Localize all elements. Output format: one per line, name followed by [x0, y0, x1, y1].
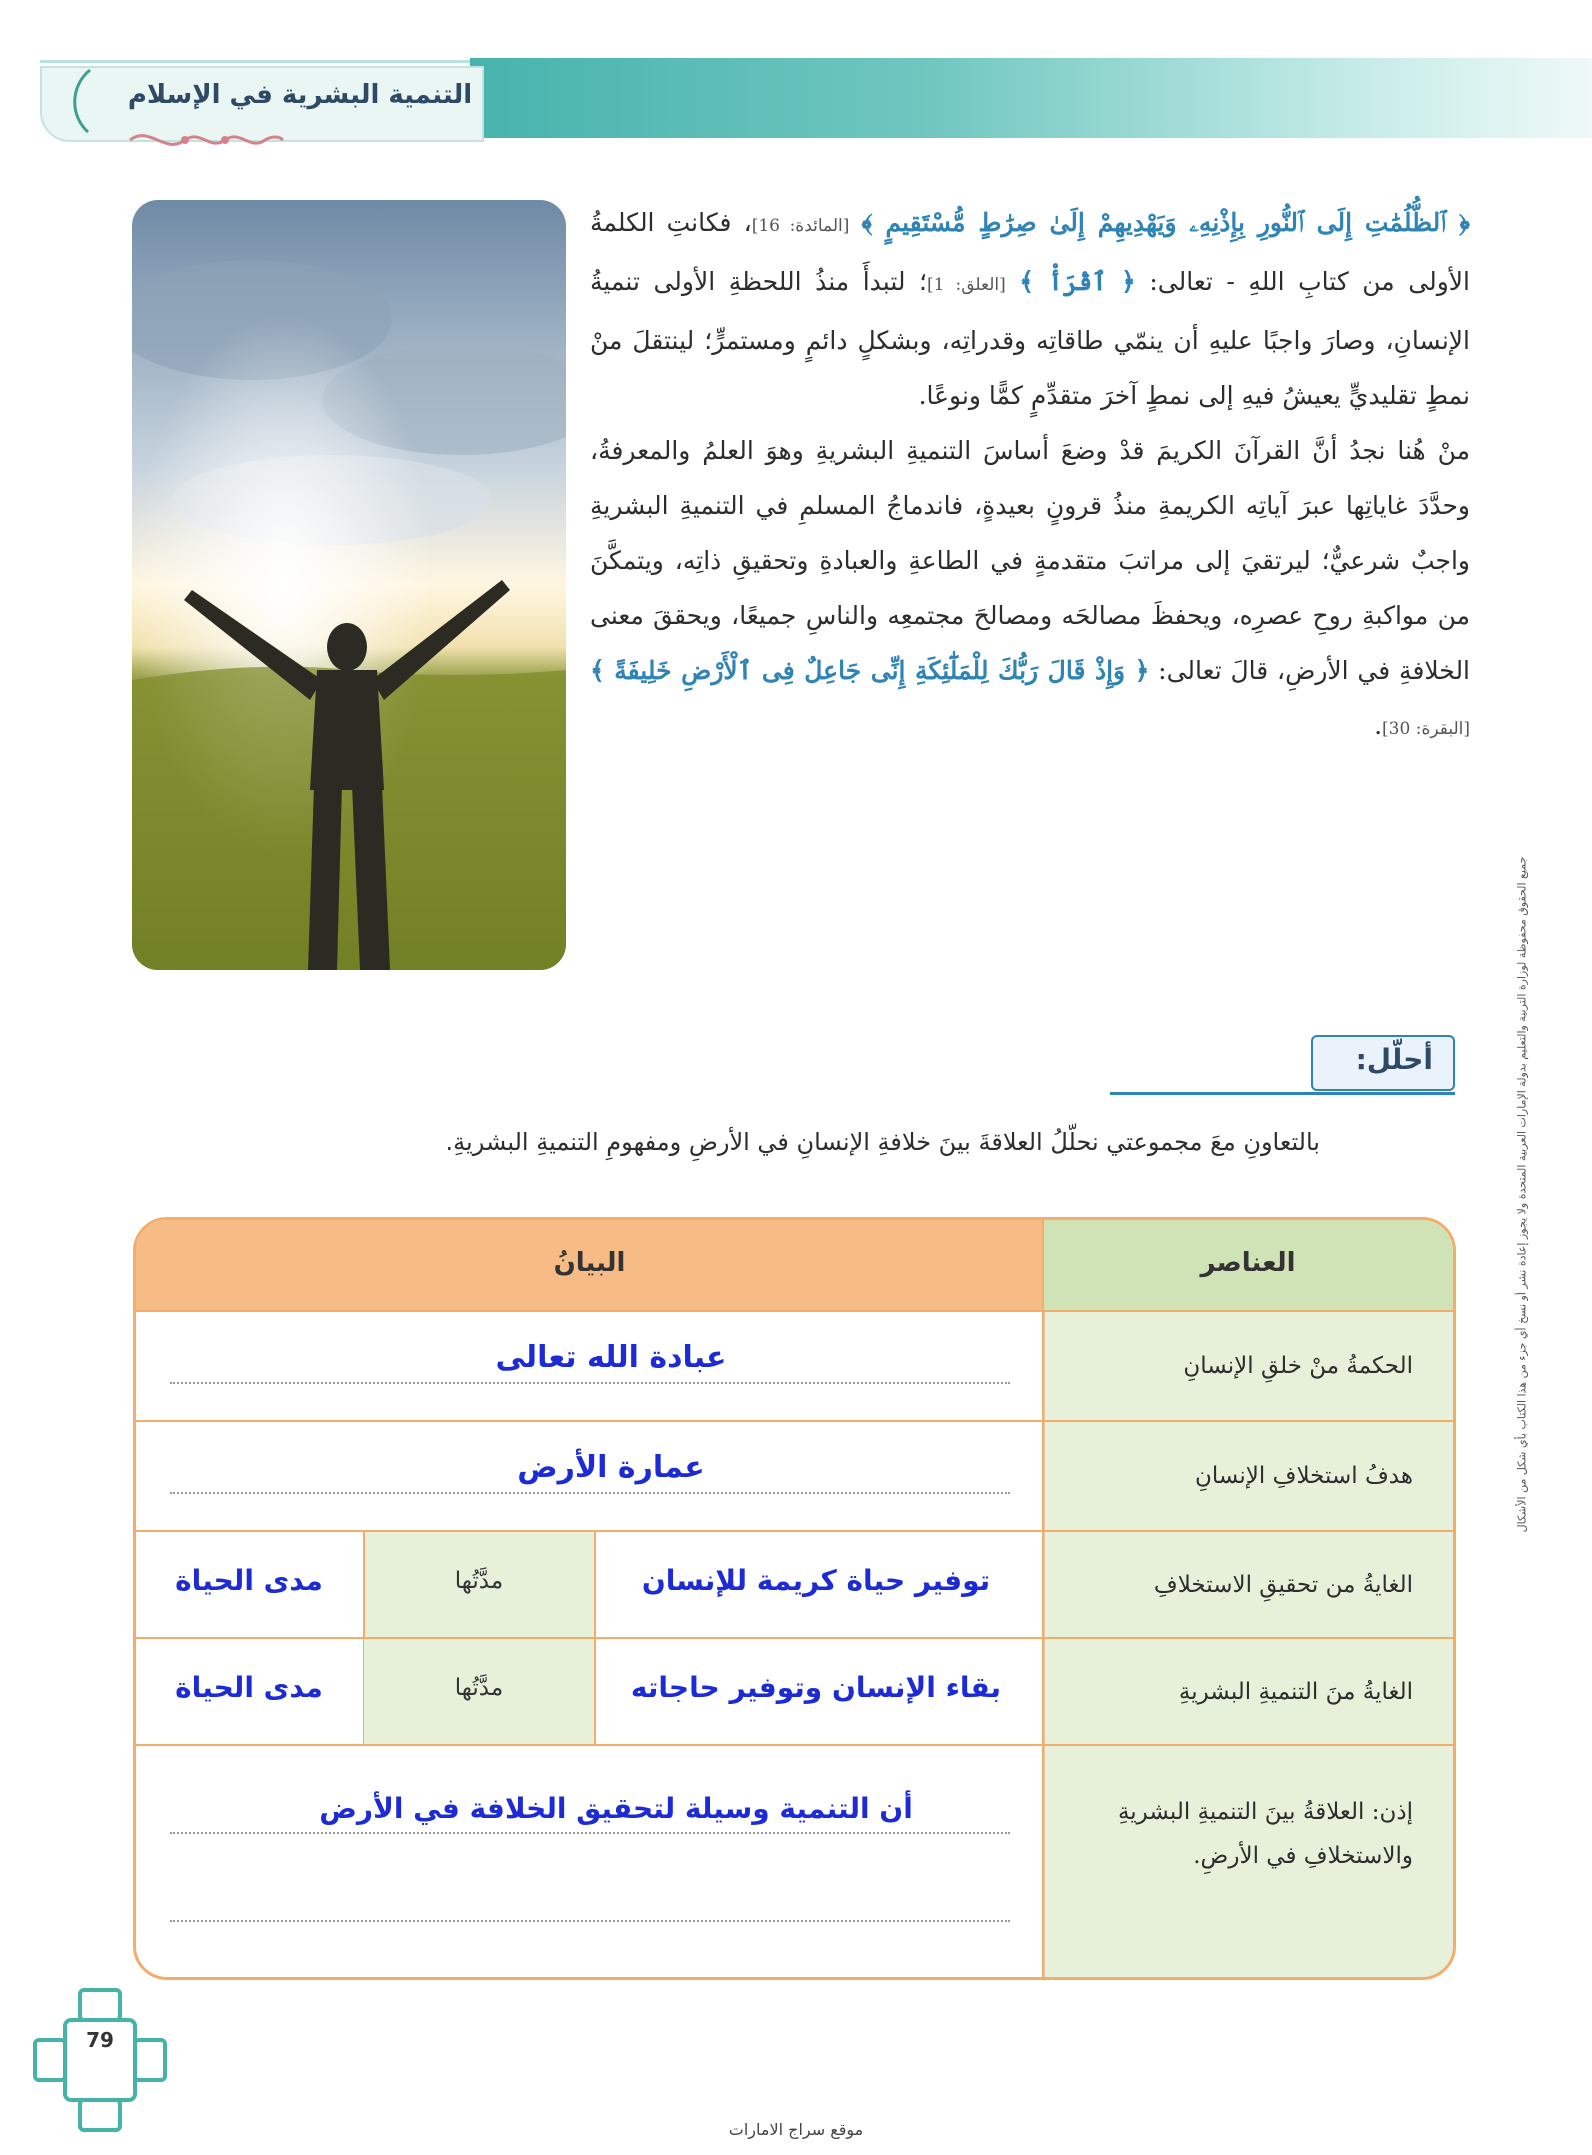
lesson-title: التنمية البشرية في الإسلام — [127, 80, 473, 110]
verse-reference: [البقرة: 30] — [1382, 719, 1470, 739]
duration-label: مدَّتُها — [454, 1675, 504, 1701]
quran-verse: ﴿ وَإِذْ قَالَ رَبُّكَ لِلْمَلَٰٓئِكَةِ إِنِّى جَاعِلٌ فِى ٱلْأَرْضِ خَلِيفَةً ﴾ — [590, 656, 1150, 685]
element-label: إذن: العلاقةُ بينَ التنميةِ البشريةِ والاستخلافِ في الأرضِ. — [1117, 1799, 1413, 1869]
answer-line — [170, 1382, 1010, 1384]
element-cell — [1043, 1745, 1453, 1977]
answer-line — [170, 1492, 1010, 1494]
paragraph-1 — [590, 195, 1470, 423]
element-cell — [1043, 1311, 1453, 1421]
answer-line — [170, 1920, 1010, 1922]
duration-label-cell — [364, 1532, 594, 1637]
page-number: 79 — [86, 2028, 114, 2052]
column-divider — [1042, 1220, 1044, 1977]
paragraph-text: ؛ لتبدأَ منذُ اللحظةِ الأولى تنميةُ الإنسانِ، وصارَ واجبًا عليهِ أن ينمّي طاقاتِه وقدراتِه، وبشكلٍ دائمٍ ومستمرٍّ؛ لينتقلَ منْ نمطٍ تقليديٍّ يعيشُ فيهِ إلى نمطٍ آخرَ متقدِّمٍ كمًّا ونوعًا. — [590, 267, 1470, 410]
verse-reference: [العلق: 1] — [927, 275, 1006, 295]
answer-text[interactable]: عمارة الأرض — [517, 1450, 705, 1485]
header-elements-cell — [1043, 1220, 1453, 1311]
copyright-text: جميع الحقوق محفوظة لوزارة التربية والتعليم بدولة الإمارات العربية المتحدة ولا يجوز إعادة نشر أو نسخ أي جزء من هذا الكتاب بأي شكل من الأشكال — [1515, 856, 1529, 1533]
flourish-ornament-icon — [125, 125, 285, 155]
duration-text[interactable]: مدى الحياة — [175, 1671, 323, 1704]
quran-verse: ﴿ ٱقْرَأْ ﴾ — [1019, 267, 1136, 296]
row-divider — [136, 1530, 1453, 1532]
element-label: الغايةُ من تحقيقِ الاستخلافِ — [1153, 1572, 1413, 1598]
element-label: هدفُ استخلافِ الإنسانِ — [1194, 1463, 1413, 1489]
answer-text[interactable]: توفير حياة كريمة للإنسان — [641, 1564, 991, 1597]
analyze-instruction: بالتعاونِ معَ مجموعتي نحلّلُ العلاقةَ بينَ خلافةِ الإنسانِ في الأرضِ ومفهومِ التنميةِ البشريةِ. — [445, 1128, 1320, 1156]
row-divider — [136, 1637, 1453, 1639]
header-band — [470, 58, 1592, 138]
element-cell — [1043, 1421, 1453, 1531]
duration-label-cell — [364, 1639, 594, 1744]
footer-site-name: موقع سراج الامارات — [728, 2120, 864, 2139]
analysis-table — [133, 1217, 1456, 1980]
answer-text[interactable]: بقاء الإنسان وتوفير حاجاته — [630, 1671, 1002, 1704]
analyze-label: أحلّل: — [1355, 1043, 1433, 1076]
answer-text[interactable]: عبادة الله تعالى — [495, 1340, 727, 1375]
man-in-field-photo — [132, 200, 566, 970]
column-divider — [594, 1531, 596, 1745]
paragraph-text: ، فكانتِ الكلمةُ الأولى من كتابِ اللهِ - تعالى: — [590, 208, 1470, 296]
page-number-ornament-icon — [30, 1985, 170, 2135]
swirl-ornament-icon — [60, 66, 104, 136]
answer-line — [170, 1832, 1010, 1834]
header-elements: العناصر — [1200, 1248, 1296, 1278]
element-cell — [1043, 1638, 1453, 1745]
element-label: الحكمةُ منْ خلقِ الإنسانِ — [1183, 1353, 1413, 1379]
duration-text[interactable]: مدى الحياة — [175, 1564, 323, 1597]
paragraph-end: . — [1374, 711, 1383, 740]
paragraph-text: منْ هُنا نجدُ أنَّ القرآنَ الكريمَ قدْ وضعَ أساسَ التنميةِ البشريةِ وهوَ العلمُ والمعرفةُ، وحدَّدَ غاياتِها عبرَ آياتِه الكريمةِ منذُ قرونٍ بعيدةٍ، فاندماجُ المسلمِ في التنميةِ البشريةِ واجبٌ شرعيٌّ؛ ليرتقيَ إلى مراتبَ متقدمةٍ في الطاعةِ والعبادةِ وتحقيقِ ذاتِه، ويتمكَّنَ من مواكبةِ روحِ عصرِه، ويحفظَ مصالحَه ومصالحَ مجتمعِه والناسِ جميعًا، ويحققَ معنى الخلافةِ في الأرضِ، قالَ تعالى: — [590, 436, 1471, 685]
header-statement-cell — [136, 1220, 1043, 1311]
row-divider — [136, 1744, 1453, 1746]
element-cell — [1043, 1531, 1453, 1638]
duration-label: مدَّتُها — [454, 1568, 504, 1594]
verse-reference: [المائدة: 16] — [751, 216, 850, 236]
header-statement: البيانُ — [553, 1248, 626, 1278]
analyze-underline — [1110, 1092, 1455, 1095]
analyze-heading — [1110, 1035, 1455, 1095]
answer-text[interactable]: أن التنمية وسيلة لتحقيق الخلافة في الأرض — [319, 1792, 913, 1825]
copyright-side-note — [1510, 500, 1534, 1900]
lesson-body — [590, 195, 1470, 757]
quran-verse: ﴿ ٱلظُّلُمَٰتِ إِلَى ٱلنُّورِ بِإِذْنِهِۦ وَيَهْدِيهِمْ إِلَىٰ صِرَٰطٍ مُّسْتَقِيمٍ ﴾ — [861, 208, 1470, 237]
row-divider — [136, 1310, 1453, 1312]
element-label: الغايةُ منَ التنميةِ البشريةِ — [1178, 1679, 1413, 1705]
paragraph-2 — [590, 423, 1470, 757]
row-divider — [136, 1420, 1453, 1422]
